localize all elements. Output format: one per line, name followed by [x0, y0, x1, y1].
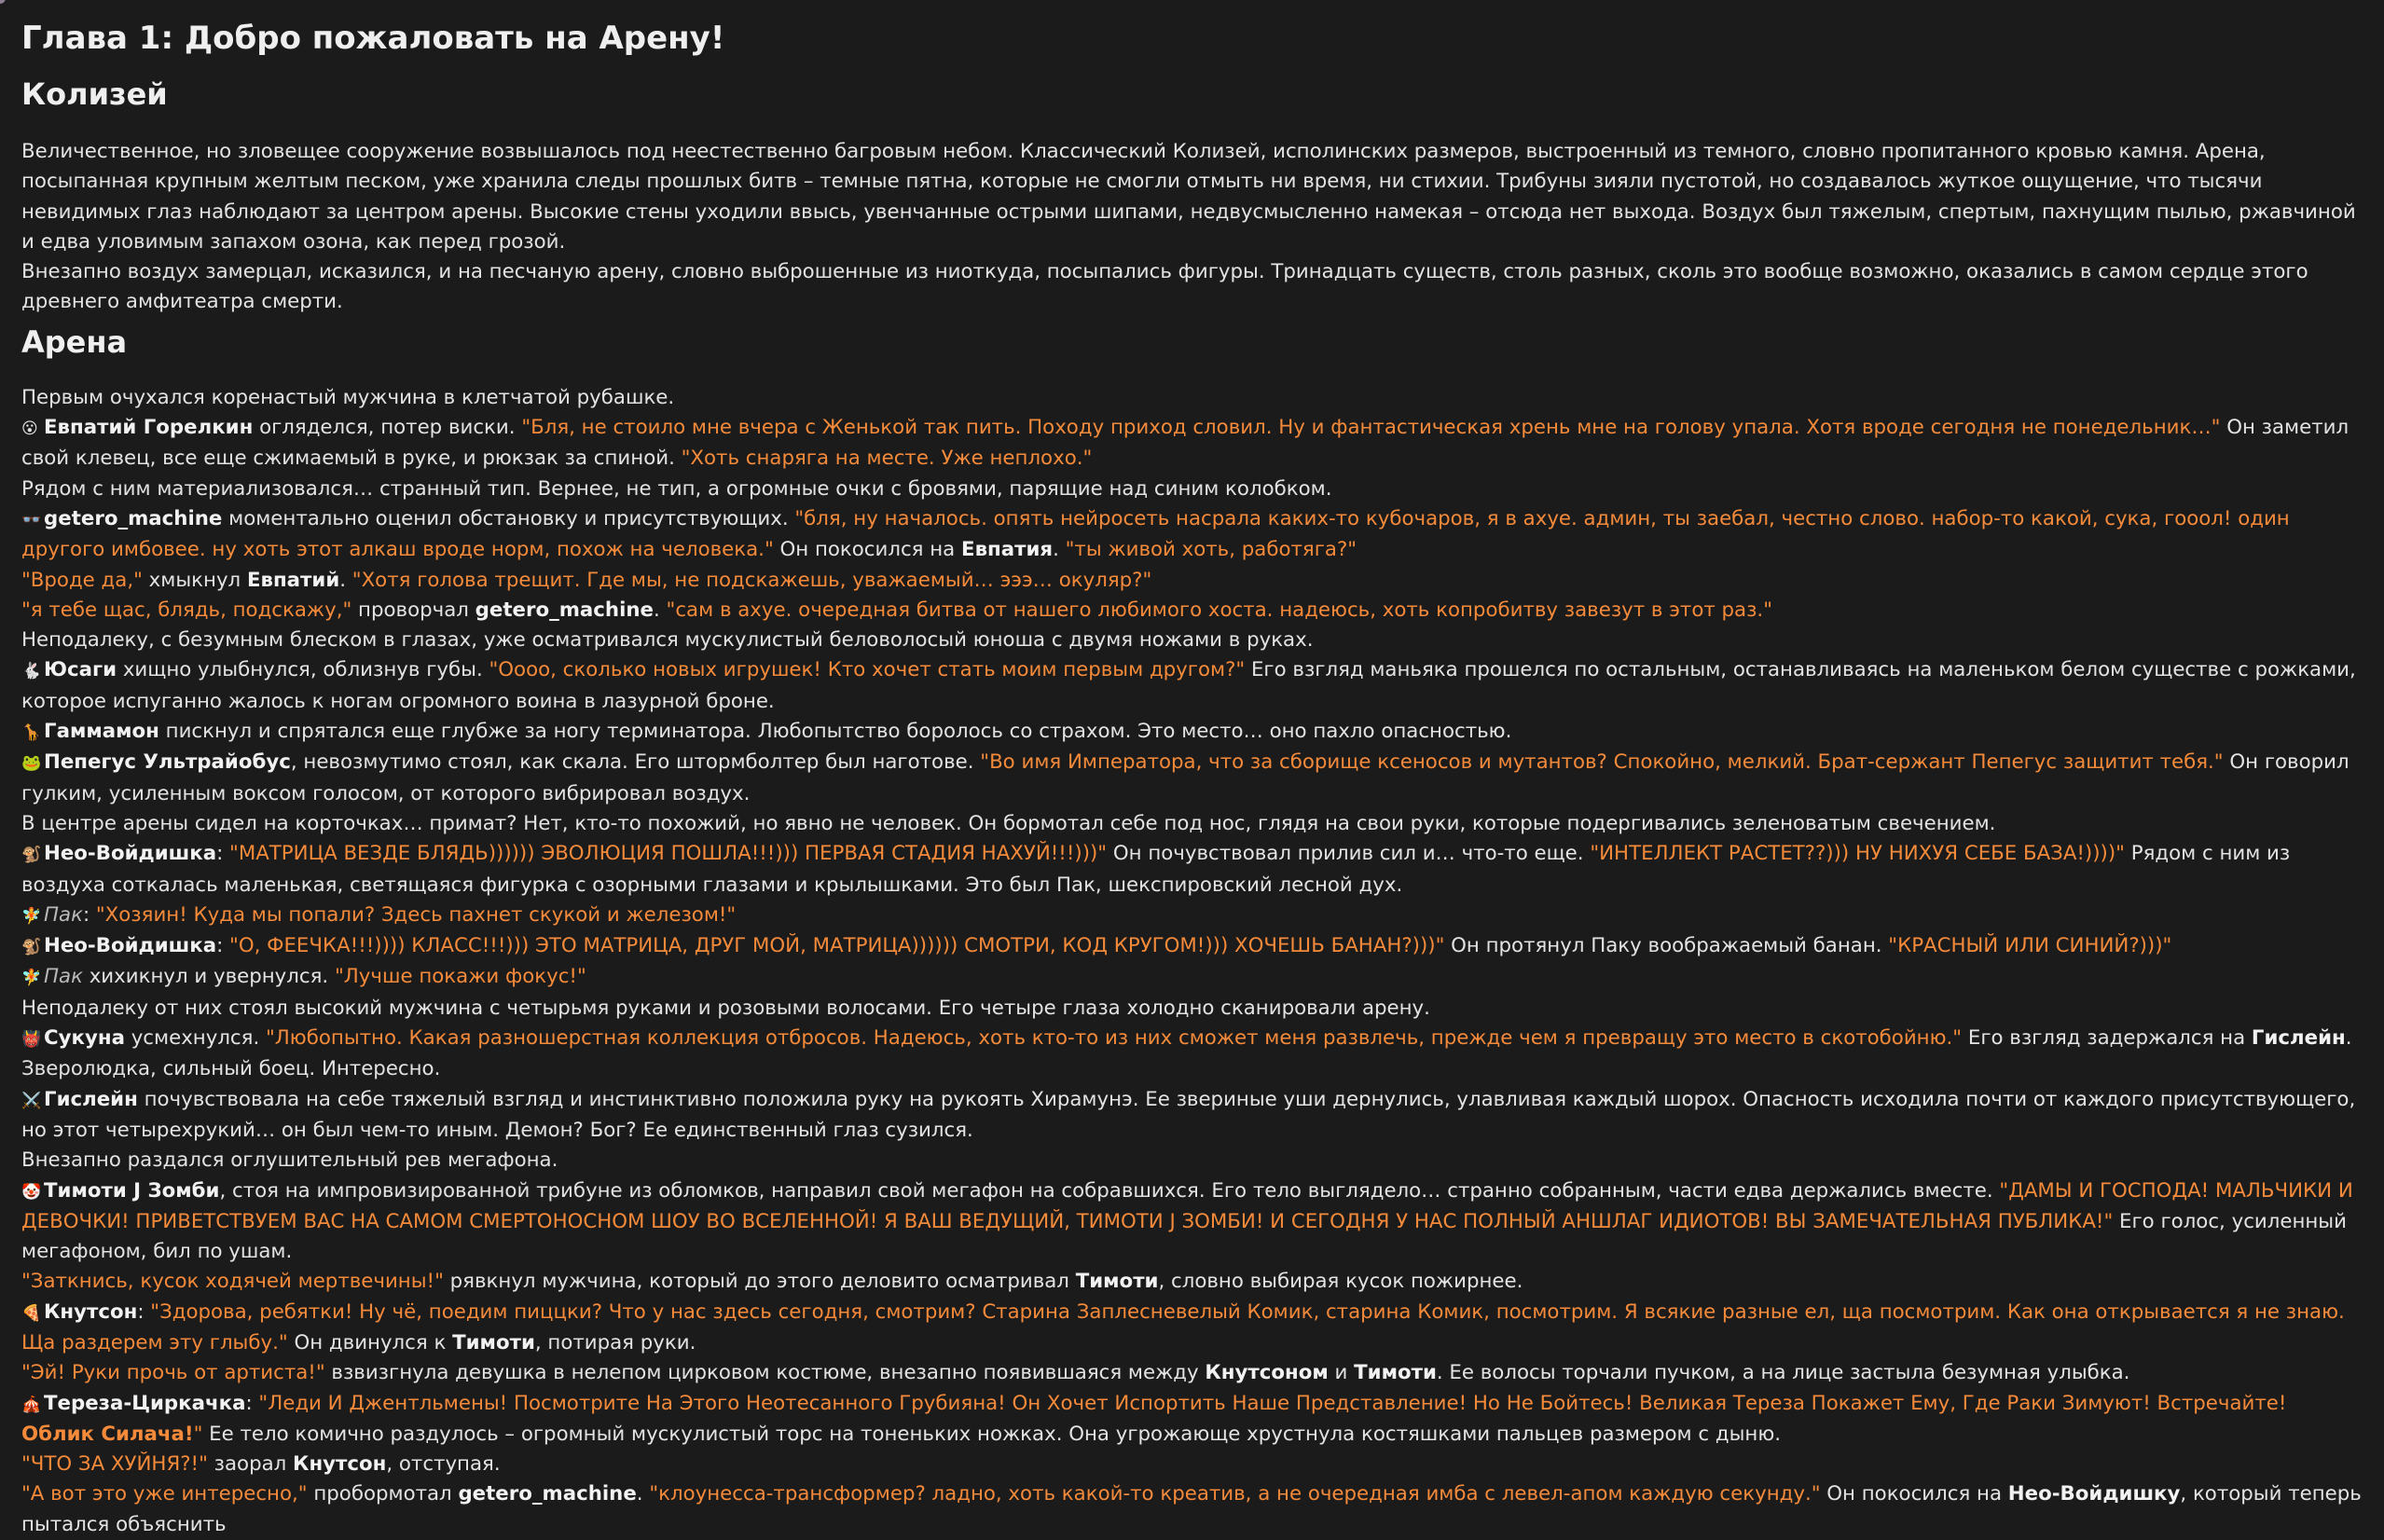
text-run: Первым очухался коренастый мужчина в клетчатой рубашке.	[21, 385, 675, 409]
character-emoji-icon: ⚔️	[21, 1091, 42, 1110]
dialogue-quote: "ДАМЫ И ГОСПОДА! МАЛЬЧИКИ И ДЕВОЧКИ! ПРИВЕТСТВУЕМ ВАС НА САМОМ СМЕРТОНОСНОМ ШОУ ВО ВСЕЛЕННОЙ! Я ВАШ ВЕДУЩИЙ, ТИМОТИ J ЗОМБИ! И СЕГОДНЯ У НАС ПОЛНЫЙ АНШЛАГ ИДИОТОВ! ВЫ ЗАМЕЧАТЕЛЬНАЯ ПУБЛИКА!"	[21, 1178, 2353, 1233]
character-name: Нео-Войдишка	[44, 842, 217, 866]
text-run: и	[1328, 1361, 1355, 1385]
dialogue-quote: "Эй! Руки прочь от артиста!"	[21, 1361, 325, 1385]
paragraph	[21, 1479, 2365, 1540]
character-emoji-icon: 🎪	[21, 1395, 42, 1414]
text-run: Рядом с ним из воздуха соткалась маленькая, светящаяся фигурка с озорными глазами и крылышками. Это был Пак, шекспировский лесной дух.	[21, 842, 2291, 897]
text-run: усмехнулся.	[124, 1026, 266, 1051]
dialogue-quote: "Заткнись, кусок ходячей мертвечины!"	[21, 1270, 444, 1294]
dialogue-quote: "ЧТО ЗА ХУЙНЯ?!"	[21, 1452, 208, 1477]
text-run: хихикнул и увернулся.	[82, 965, 335, 989]
character-name: Пепегус Ультрайобус	[44, 750, 291, 775]
text-run: Ее тело комично раздулось – огромный мускулистый торс на тоненьких ножках. Она угрожающе хрустнула костяшками пальцев размером с дыню.	[202, 1422, 1782, 1446]
paragraph	[21, 655, 2365, 717]
paragraph	[21, 1450, 2365, 1479]
text-run: , стоя на импровизированной трибуне из обломков, направил свой мегафон на собравшихся. Его тело выглядело… странно собранным, части едва держались вместе.	[219, 1178, 2000, 1203]
paragraph	[21, 1267, 2365, 1297]
text-run: почувствовала на себе тяжелый взгляд и инстинктивно положила руку на рукоять Хирамунэ. Ее звериные уши дернулись, улавливая каждый шорох. Опасность исходила почти от каждого присутствующего, но этот четырехрукий… он был чем-то иным. Демон? Бог? Ее единственный глаз сузился.	[21, 1087, 2356, 1142]
text-run: Неподалеку от них стоял высокий мужчина с четырьмя руками и розовыми волосами. Его четыре глаза холодно сканировали арену.	[21, 996, 1430, 1020]
text-run: пробормотал	[307, 1482, 459, 1506]
dialogue-quote: "сам в ахуе. очередная битва от нашего любимого хоста. надеюсь, хоть копробитву завезут в этот раз."	[666, 598, 1772, 622]
character-name: Кнутсон	[44, 1299, 138, 1324]
paragraph	[21, 1176, 2365, 1268]
paragraph	[21, 1358, 2365, 1388]
paragraph	[21, 137, 2365, 257]
section-heading-colosseum: Колизей	[21, 76, 168, 112]
character-name: Тимоти J Зомби	[44, 1178, 220, 1203]
character-emoji-icon: 🐸	[21, 754, 42, 774]
dialogue-quote: "МАТРИЦА ВЕЗДЕ БЛЯДЬ)))))) ЭВОЛЮЦИЯ ПОШЛА!!!))) ПЕРВАЯ СТАДИЯ НАХУЙ!!!)))"	[229, 842, 1108, 866]
character-emoji-icon: 🧚	[21, 969, 42, 988]
text-run: Внезапно воздух замерцал, исказился, и на песчаную арену, словно выброшенные из ниоткуда, посыпались фигуры. Тринадцать существ, столь разных, сколь это вообще возможно, оказались в самом сердце этого древнего амфитеатра смерти.	[21, 260, 2308, 314]
dialogue-quote: "О, ФЕЕЧКА!!!)))) КЛАСС!!!))) ЭТО МАТРИЦА, ДРУГ МОЙ, МАТРИЦА)))))) СМОТРИ, КОД КРУГОМ!))) ХОЧЕШЬ БАНАН?)))"	[229, 934, 1445, 958]
text-run: Его голос, усиленный мегафоном, бил по ушам.	[21, 1209, 2347, 1264]
dialogue-quote: "Во имя Императора, что за сборище ксеносов и мутантов? Спокойно, мелкий. Брат-сержант Пепегус защитит тебя."	[980, 750, 2224, 775]
paragraph	[21, 626, 2365, 655]
dialogue-quote: "КРАСНЫЙ ИЛИ СИНИЙ?)))"	[1888, 934, 2172, 958]
text-run: Он покосился на	[1820, 1482, 2008, 1506]
text-run: хищно улыбнулся, облизнув губы.	[117, 658, 489, 682]
paragraph	[21, 901, 2365, 931]
paragraph	[21, 1024, 2365, 1085]
text-run: Величественное, но зловещее сооружение возвышалось под неестественно багровым небом. Классический Колизей, исполинских размеров, выстроенный из темного, словно пропитанного кровью камня. Арена, посыпанная крупным желтым песком, уже хранила следы прошлых битв – темные пятна, которые не смогли отмыть ни время, ни стихии. Трибуны зияли пустотой, но создавалось жуткое ощущение, что тысячи невидимых глаз наблюдают за центром арены. Высокие стены уходили ввысь, увенчанные острыми шипами, недвусмысленно намекая – отсюда нет выхода. Воздух был тяжелым, спертым, пахнущим пылью, ржавчиной и едва уловимым запахом озона, как перед грозой.	[21, 140, 2356, 254]
dialogue-quote: "ты живой хоть, работяга?"	[1065, 538, 1357, 562]
character-name: getero_machine	[44, 506, 223, 530]
character-name-italic: Пак	[44, 965, 83, 989]
character-name: Гислейн	[2251, 1026, 2346, 1051]
text-run: Он покосился на	[773, 538, 962, 562]
character-name: getero_machine	[458, 1482, 637, 1506]
character-name: Кнутсон	[293, 1452, 387, 1477]
paragraph	[21, 596, 2365, 626]
previous-message-edge	[0, 0, 2384, 11]
dialogue-quote: "Леди И Джентльмены! Посмотрите На Этого Неотесанного Грубияна! Он Хочет Испортить Наше Представление! Но Не Бойтесь! Великая Тереза Покажет Ему, Где Раки Зимуют! Встречайте!	[258, 1391, 2287, 1415]
character-name: Гаммамон	[44, 720, 159, 744]
dialogue-quote: "Любопытно. Какая разношерстная коллекция отбросов. Надеюсь, хоть кто-то из них сможет меня развлечь, прежде чем я превращу это место в скотобойню."	[266, 1026, 1963, 1051]
text-run: , отступая.	[386, 1452, 501, 1477]
dialogue-quote: "Хотя голова трещит. Где мы, не подскажешь, уважаемый… эээ… окуляр?"	[351, 568, 1152, 592]
text-run: , словно выбирая кусок пожирнее.	[1158, 1270, 1523, 1294]
text-run: Рядом с ним материализовался… странный тип. Вернее, не тип, а огромные очки с бровями, парящие над синим колобком.	[21, 476, 1332, 501]
character-emoji-icon: 😮	[21, 419, 38, 439]
text-run: .	[1053, 538, 1066, 562]
text-run: Его взгляд задержался на	[1962, 1026, 2252, 1051]
character-emoji-icon: 👓	[21, 510, 42, 529]
character-name: Евпатия	[961, 538, 1054, 562]
dialogue-quote: "Хозяин! Куда мы попали? Здесь пахнет скукой и железом!"	[95, 902, 737, 927]
character-name: Гислейн	[44, 1087, 138, 1111]
character-name: Кнутсоном	[1205, 1361, 1329, 1385]
text-run: :	[216, 842, 230, 866]
character-name: getero_machine	[475, 598, 654, 622]
dialogue-quote: "	[193, 1422, 203, 1446]
text-run: проворчал	[351, 598, 475, 622]
section-body-colosseum	[21, 137, 2365, 318]
text-run: огляделся, потер виски.	[253, 416, 522, 440]
text-run: заорал	[207, 1452, 294, 1477]
character-name: Юсаги	[44, 658, 117, 682]
text-run: :	[245, 1391, 259, 1415]
chapter-title: Глава 1: Добро пожаловать на Арену!	[21, 20, 725, 57]
text-run: :	[216, 934, 230, 958]
text-run: . Ее волосы торчали пучком, а на лице застыла безумная улыбка.	[1436, 1361, 2130, 1385]
paragraph	[21, 474, 2365, 504]
text-run: Он протянул Паку воображаемый банан.	[1444, 934, 1889, 958]
paragraph	[21, 994, 2365, 1024]
dialogue-quote: "Бля, не стоило мне вчера с Женькой так пить. Походу приход словил. Ну и фантастическая хрень мне на голову упала. Хотя вроде сегодня не понедельник…"	[521, 416, 2221, 440]
character-emoji-icon: 🍕	[21, 1303, 42, 1323]
paragraph	[21, 717, 2365, 748]
dialogue-quote: "бля, ну началось. опять нейросеть насрала каких-то кубочаров, я в ахуе. админ, ты заебал, честно слово. набор-то какой, сука, гооол! один другого имбовее. ну хоть этот алкаш вроде норм, похож на человека."	[21, 506, 2290, 562]
text-run: Он заметил свой клевец, все еще сжимаемый в руке, и рюкзак за спиной.	[21, 416, 2350, 471]
dialogue-quote: "ИНТЕЛЛЕКТ РАСТЕТ??))) НУ НИХУЯ СЕБЕ БАЗА!))))"	[1590, 842, 2125, 866]
text-run: моментально оценил обстановку и присутствующих.	[222, 506, 795, 530]
character-name: Тимоти	[1354, 1361, 1437, 1385]
character-name: Евпатий	[246, 568, 340, 592]
text-run: .	[654, 598, 667, 622]
text-run: пискнул и спрятался еще глубже за ногу терминатора. Любопытство боролось со страхом. Это место… оно пахло опасностью.	[158, 720, 1512, 744]
paragraph	[21, 1389, 2365, 1451]
text-run: .	[339, 568, 352, 592]
text-run: В центре арены сидел на корточках… примат? Нет, кто-то похожий, но явно не человек. Он бормотал себе под нос, глядя на свои руки, которые подергивались зеленоватым свечением.	[21, 811, 1996, 835]
character-name: Сукуна	[44, 1026, 125, 1051]
paragraph	[21, 566, 2365, 596]
character-name-italic: Пак	[44, 902, 83, 927]
paragraph	[21, 413, 2365, 474]
character-name: Тимоти	[452, 1330, 535, 1354]
character-emoji-icon: 🧚	[21, 906, 42, 926]
text-run: Он говорил гулким, усиленным воксом голосом, от которого вибрировал воздух.	[21, 750, 2350, 805]
text-run: Он почувствовал прилив сил и… что-то еще.	[1107, 842, 1591, 866]
paragraph	[21, 962, 2365, 993]
paragraph	[21, 1298, 2365, 1359]
text-run: Его взгляд маньяка прошелся по остальным, останавливаясь на маленьком белом существе с рожками, которое испуганно жалось к ногам огромного воина в лазурной броне.	[21, 658, 2356, 713]
text-run: , потирая руки.	[534, 1330, 696, 1354]
text-run: Он двинулся к	[287, 1330, 453, 1354]
paragraph	[21, 748, 2365, 809]
paragraph	[21, 1085, 2365, 1147]
character-emoji-icon: 🦒	[21, 723, 42, 743]
text-run: Неподалеку, с безумным блеском в глазах, уже осматривался мускулистый беловолосый юноша с двумя ножами в руках.	[21, 628, 1314, 653]
text-run: Внезапно раздался оглушительный рев мегафона.	[21, 1148, 558, 1173]
paragraph	[21, 257, 2365, 318]
paragraph	[21, 1146, 2365, 1176]
paragraph	[21, 931, 2365, 962]
dialogue-quote: "Оооо, сколько новых игрушек! Кто хочет стать моим первым другом?"	[489, 658, 1246, 682]
character-emoji-icon: 🐒	[21, 938, 42, 957]
character-emoji-icon: 🐇	[21, 662, 42, 681]
section-body-arena	[21, 383, 2365, 1540]
dialogue-quote: "Хоть снаряга на месте. Уже неплохо."	[681, 447, 1093, 471]
text-run: , который теперь пытался объяснить	[21, 1482, 2362, 1536]
paragraph	[21, 809, 2365, 839]
section-heading-arena: Арена	[21, 323, 128, 360]
text-run: , невозмутимо стоял, как скала. Его штормболтер был наготове.	[290, 750, 981, 775]
dialogue-quote: "клоунесса-трансформер? ладно, хоть какой-то креатив, а не очередная имба с левел-апом каждую секунду."	[649, 1482, 1821, 1506]
dialogue-quote: "Вроде да,"	[21, 568, 143, 592]
text-run: . Зверолюдка, сильный боец. Интересно.	[21, 1026, 2352, 1081]
character-emoji-icon: 🤡	[21, 1182, 42, 1202]
text-run: :	[82, 902, 96, 927]
text-run: взвизгнула девушка в нелепом цирковом костюме, внезапно появившаяся между	[324, 1361, 1206, 1385]
dialogue-quote: "А вот это уже интересно,"	[21, 1482, 308, 1506]
character-emoji-icon: 👹	[21, 1030, 42, 1050]
character-name: Тимоти	[1075, 1270, 1159, 1294]
paragraph	[21, 383, 2365, 413]
character-name: Евпатий Горелкин	[44, 416, 254, 440]
character-name: Тереза-Циркачка	[44, 1391, 246, 1415]
text-run: рявкнул мужчина, который до этого деловито осматривал	[443, 1270, 1076, 1294]
dialogue-quote: "Здорова, ребятки! Ну чё, поедим пиццки? Что у нас здесь сегодня, смотрим? Старина Заплесневелый Комик, старина Комик, посмотрим. Я всякие разные ел, ща посмотрим. Как она открывается я не знаю. Ща раздерем эту глыбу."	[21, 1299, 2345, 1354]
text-run: :	[137, 1299, 151, 1324]
text-run: .	[636, 1482, 650, 1506]
dialogue-emphasis: Облик Силача!	[21, 1422, 194, 1446]
character-name: Нео-Войдишка	[44, 934, 217, 958]
text-run: хмыкнул	[142, 568, 247, 592]
paragraph	[21, 504, 2365, 566]
paragraph	[21, 839, 2365, 901]
avatar[interactable]	[0, 0, 6, 4]
character-name: Нео-Войдишку	[2007, 1482, 2181, 1506]
dialogue-quote: "я тебе щас, блядь, подскажу,"	[21, 598, 352, 622]
character-emoji-icon: 🐒	[21, 846, 42, 865]
dialogue-quote: "Лучше покажи фокус!"	[334, 965, 586, 989]
